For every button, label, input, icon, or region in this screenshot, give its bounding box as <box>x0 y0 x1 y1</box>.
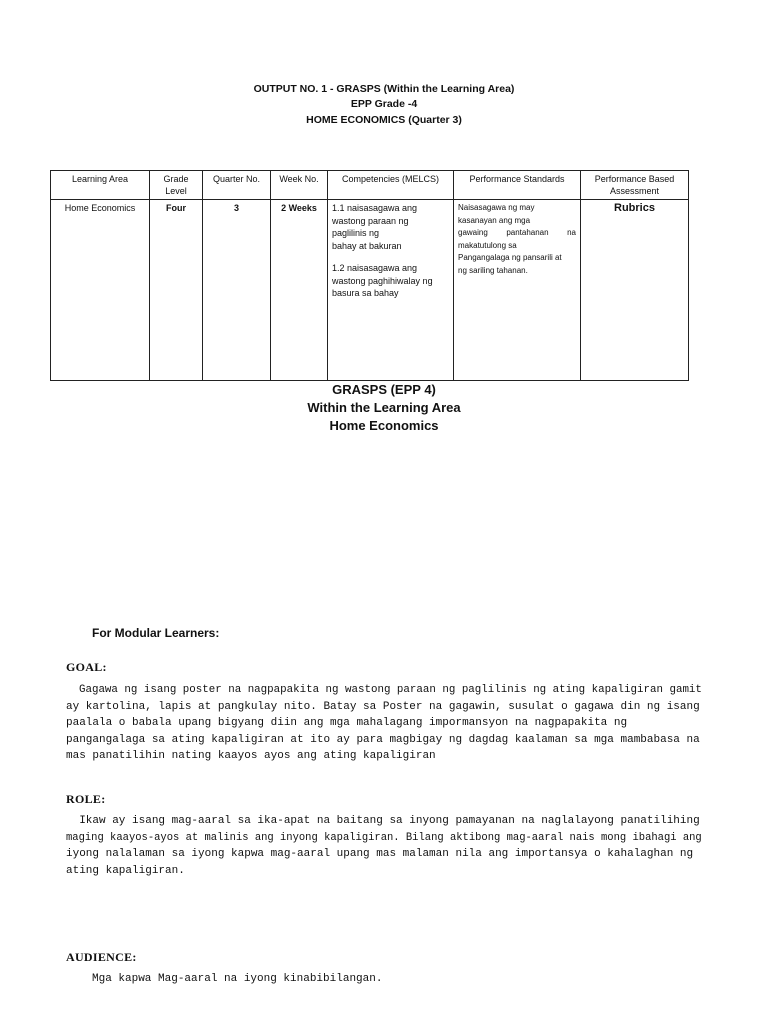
competency-line: basura sa bahay <box>332 288 399 298</box>
goal-label: GOAL: <box>66 660 107 674</box>
role-line: maging kaayos-ayos at malinis ang inyong kapaligiran. Bilang aktibong mag-aaral nais mong ibahagi ang <box>66 831 702 844</box>
competency-line: bahay at bakuran <box>332 240 402 251</box>
goal-line: paalala o babala upang bigyang diin ang mga mahalagang impormansyon na nagpapakita ng <box>66 717 628 729</box>
goal-paragraph <box>66 682 702 765</box>
role-line: Ikaw ay isang mag-aaral sa ika-apat na baitang sa inyong pamayanan na naglalayong panatilihing <box>66 815 700 827</box>
performance-line: makatutulong sa <box>458 240 517 250</box>
goal-line: Gagawa ng isang poster na nagpapakita ng wastong paraan ng paglilinis ng ating kapaligiran gamit <box>66 684 702 696</box>
performance-line: Naisasagawa ng may <box>458 203 535 212</box>
performance-line: gawaing pantahanan na <box>458 228 576 237</box>
col-performance-assessment: Performance Based Assessment <box>581 171 689 200</box>
col-learning-area: Learning Area <box>51 171 150 200</box>
col-quarter-no: Quarter No. <box>203 171 271 200</box>
competency-line: 1.2 naisasagawa ang <box>332 263 418 273</box>
competency-line: wastong paraan ng <box>332 215 409 226</box>
rubrics-label: Rubrics <box>614 202 655 214</box>
output-title: OUTPUT NO. 1 - GRASPS (Within the Learning Area) <box>253 83 515 95</box>
quarter-subtitle: HOME ECONOMICS (Quarter 3) <box>306 114 462 126</box>
competency-line: paglilinis ng <box>332 228 380 238</box>
cell-week: 2 Weeks <box>271 200 328 381</box>
performance-line: ng sariling tahanan. <box>458 265 528 275</box>
cell-grade-level: Four <box>150 200 203 381</box>
competency-line: wastong paghihiwalay ng <box>332 275 433 286</box>
grade-subtitle: EPP Grade -4 <box>350 98 418 110</box>
competency-line: 1.1 naisasagawa ang <box>332 203 418 213</box>
cell-performance-standards <box>454 200 581 381</box>
col-competencies: Competencies (MELCS) <box>328 171 454 200</box>
col-grade-level: Grade Level <box>150 171 203 200</box>
cell-assessment <box>581 200 689 381</box>
goal-line: mas panatilihin nating kaayos ayos ang ating kapaligiran <box>66 750 436 762</box>
table-header-row <box>51 171 689 200</box>
role-label: ROLE: <box>66 792 106 806</box>
role-line: ating kapaligiran. <box>66 864 185 877</box>
col-week-no: Week No. <box>271 171 328 200</box>
goal-line: ay kartolina, lapis at pangkulay nito. Batay sa Poster na gagawin, susulat o gagawa din ng isang <box>66 700 700 713</box>
role-paragraph <box>66 813 702 879</box>
modular-heading: For Modular Learners: <box>92 626 220 640</box>
performance-line: kasanayan ang mga <box>458 215 531 225</box>
table-row <box>51 200 689 381</box>
melcs-table <box>50 170 689 381</box>
grasps-area: Home Economics <box>329 418 439 433</box>
role-line: iyong nalalaman sa iyong kapwa mag-aaral upang mas malaman nila ang importansya o kahalaghan ng <box>66 848 694 860</box>
cell-competencies <box>328 200 454 381</box>
grasps-title: GRASPS (EPP 4) <box>332 382 436 397</box>
performance-line: Pangangalaga ng pansarili at <box>458 253 562 262</box>
cell-quarter: 3 <box>203 200 271 381</box>
goal-line: pangangalaga sa ating kapaligiran at ito ay para magbigay ng dagdag kaalaman sa mga mambabasa na <box>66 733 700 746</box>
grasps-subtitle: Within the Learning Area <box>307 400 461 415</box>
audience-text: Mga kapwa Mag-aaral na iyong kinabibilangan. <box>92 973 383 985</box>
audience-label: AUDIENCE: <box>66 950 137 964</box>
col-performance-standards: Performance Standards <box>454 171 581 200</box>
cell-learning-area: Home Economics <box>51 200 150 381</box>
